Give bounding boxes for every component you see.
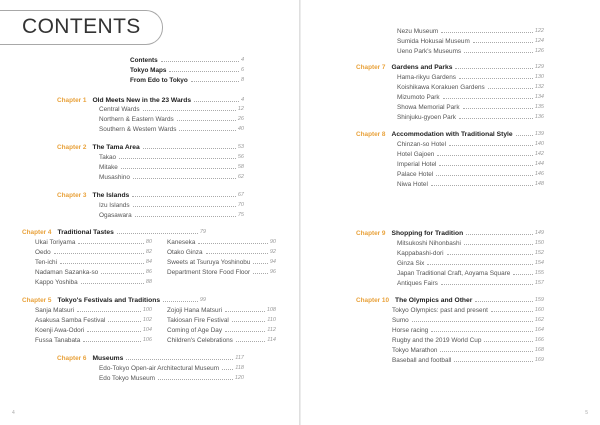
toc-entry[interactable]: Children's Celebrations 114 — [167, 337, 276, 344]
toc-entry[interactable]: Kappabashi-dori 152 — [397, 250, 544, 257]
dot-leader — [121, 168, 236, 169]
dot-leader — [253, 273, 268, 274]
toc-entry[interactable]: Rugby and the 2019 World Cup 166 — [392, 337, 544, 344]
toc-entry[interactable]: Southern & Western Wards 40 — [99, 126, 244, 133]
toc-entry[interactable]: Musashino 62 — [99, 174, 244, 181]
toc-entry[interactable]: Niwa Hotel 148 — [397, 181, 544, 188]
dot-leader — [126, 359, 233, 360]
chapter-heading[interactable]: Chapter 8 Accommodation with Traditional Style 139 — [356, 131, 544, 138]
dot-leader — [253, 263, 268, 264]
toc-entry[interactable]: Nezu Museum 122 — [397, 28, 544, 35]
toc-entry[interactable]: Coming of Age Day 112 — [167, 327, 276, 334]
dot-leader — [143, 110, 236, 111]
chapter-heading[interactable]: Chapter 5 Tokyo's Festivals and Traditions 99 — [22, 297, 206, 304]
dot-leader — [427, 264, 532, 265]
toc-entry[interactable]: Nadaman Sazanka-so 86 — [35, 269, 152, 276]
dot-leader — [191, 81, 239, 82]
dot-leader — [441, 32, 533, 33]
toc-entry[interactable]: Koishikawa Korakuen Gardens 132 — [397, 84, 544, 91]
toc-entry[interactable]: Antiques Fairs 157 — [397, 280, 544, 287]
dot-leader — [491, 311, 533, 312]
page-title: CONTENTS — [22, 15, 141, 38]
dot-leader — [78, 243, 144, 244]
toc-entry[interactable]: Oedo 82 — [35, 249, 152, 256]
right-page — [301, 0, 600, 425]
page-number: 4 — [12, 410, 15, 416]
toc-entry[interactable]: Tokyo Maps 6 — [130, 67, 244, 74]
dot-leader — [449, 145, 533, 146]
dot-leader — [463, 108, 533, 109]
dot-leader — [198, 243, 267, 244]
toc-entry[interactable]: Ogasawara 75 — [99, 212, 244, 219]
dot-leader — [132, 196, 236, 197]
toc-entry[interactable]: Koenji Awa-Odori 104 — [35, 327, 152, 334]
dot-leader — [225, 331, 265, 332]
dot-leader — [443, 98, 533, 99]
toc-entry[interactable]: Mitsukoshi Nihonbashi 150 — [397, 240, 544, 247]
dot-leader — [60, 263, 144, 264]
dot-leader — [179, 130, 235, 131]
dot-leader — [473, 42, 533, 43]
dot-leader — [436, 175, 533, 176]
toc-entry[interactable]: Ten-ichi 84 — [35, 259, 152, 266]
toc-entry[interactable]: Palace Hotel 146 — [397, 171, 544, 178]
toc-entry[interactable]: Kappo Yoshiba 88 — [35, 279, 152, 286]
toc-entry[interactable]: Chinzan-so Hotel 140 — [397, 141, 544, 148]
toc-entry[interactable]: Fussa Tanabata 106 — [35, 337, 152, 344]
toc-entry[interactable]: Edo-Tokyo Open-air Architectural Museum 118 — [99, 365, 244, 372]
toc-entry[interactable]: Izu Islands 70 — [99, 202, 244, 209]
toc-entry[interactable]: Sweets at Tsuruya Yoshinobu 94 — [167, 259, 276, 266]
toc-entry[interactable]: Sumida Hokusai Museum 124 — [397, 38, 544, 45]
toc-entry[interactable]: Takao 56 — [99, 154, 244, 161]
toc-entry[interactable]: Tokyo Olympics: past and present 160 — [392, 307, 544, 314]
toc-entry[interactable]: Kaneseka 90 — [167, 239, 276, 246]
chapter-heading[interactable]: Chapter 1 Old Meets New in the 23 Wards 4 — [57, 97, 244, 104]
dot-leader — [412, 321, 533, 322]
dot-leader — [206, 253, 268, 254]
chapter-heading[interactable]: Chapter 9 Shopping for Tradition 149 — [356, 230, 544, 237]
toc-entry[interactable]: Tokyo Marathon 168 — [392, 347, 544, 354]
dot-leader — [513, 274, 532, 275]
dot-leader — [484, 341, 532, 342]
chapter-heading[interactable]: Chapter 7 Gardens and Parks 129 — [356, 64, 544, 71]
toc-entry[interactable]: Imperial Hotel 144 — [397, 161, 544, 168]
dot-leader — [161, 61, 239, 62]
dot-leader — [454, 361, 532, 362]
toc-entry[interactable]: Shinjuku-gyoen Park 136 — [397, 114, 544, 121]
toc-entry[interactable]: Ukai Toriyama 80 — [35, 239, 152, 246]
dot-leader — [447, 254, 533, 255]
dot-leader — [163, 301, 198, 302]
toc-entry[interactable]: Otako Ginza 92 — [167, 249, 276, 256]
dot-leader — [232, 321, 265, 322]
toc-entry[interactable]: From Edo to Tokyo 8 — [130, 77, 244, 84]
toc-entry[interactable]: Hama-rikyu Gardens 130 — [397, 74, 544, 81]
dot-leader — [133, 206, 236, 207]
toc-entry[interactable]: Showa Memorial Park 135 — [397, 104, 544, 111]
dot-leader — [459, 118, 533, 119]
dot-leader — [194, 101, 239, 102]
dot-leader — [135, 216, 236, 217]
dot-leader — [169, 71, 238, 72]
dot-leader — [158, 379, 233, 380]
dot-leader — [440, 351, 532, 352]
dot-leader — [87, 331, 141, 332]
dot-leader — [441, 284, 533, 285]
toc-entry[interactable]: Central Wards 12 — [99, 106, 244, 113]
dot-leader — [83, 341, 140, 342]
dot-leader — [459, 78, 533, 79]
dot-leader — [143, 148, 236, 149]
toc-entry[interactable]: Northern & Eastern Wards 26 — [99, 116, 244, 123]
dot-leader — [464, 244, 533, 245]
left-page — [0, 0, 299, 425]
dot-leader — [516, 135, 533, 136]
dot-leader — [455, 68, 532, 69]
chapter-heading[interactable]: Chapter 3 The Islands 67 — [57, 192, 244, 199]
toc-entry[interactable]: Sumo 162 — [392, 317, 544, 324]
dot-leader — [101, 273, 144, 274]
page-number: 5 — [585, 410, 588, 416]
dot-leader — [77, 311, 141, 312]
dot-leader — [81, 283, 144, 284]
toc-entry[interactable]: Horse racing 164 — [392, 327, 544, 334]
toc-entry[interactable]: Mitake 58 — [99, 164, 244, 171]
toc-entry[interactable]: Department Store Food Floor 96 — [167, 269, 276, 276]
dot-leader — [177, 120, 236, 121]
toc-entry[interactable]: Hotel Gajoen 142 — [397, 151, 544, 158]
toc-entry[interactable]: Edo Tokyo Museum 120 — [99, 375, 244, 382]
toc-entry[interactable]: Baseball and football 169 — [392, 357, 544, 364]
toc-entry[interactable]: Sanja Matsuri 100 — [35, 307, 152, 314]
dot-leader — [54, 253, 144, 254]
dot-leader — [437, 155, 533, 156]
dot-leader — [133, 178, 236, 179]
dot-leader — [464, 52, 533, 53]
toc-entry[interactable]: Mizumoto Park 134 — [397, 94, 544, 101]
dot-leader — [119, 158, 236, 159]
toc-entry[interactable]: Zojoji Hana Matsuri 108 — [167, 307, 276, 314]
chapter-heading[interactable]: Chapter 4 Traditional Tastes 79 — [22, 229, 206, 236]
toc-entry[interactable]: Takiosan Fire Festival 110 — [167, 317, 276, 324]
toc-entry[interactable]: Contents 4 — [130, 57, 244, 64]
dot-leader — [475, 301, 532, 302]
dot-leader — [236, 341, 265, 342]
dot-leader — [117, 233, 198, 234]
dot-leader — [225, 311, 265, 312]
toc-entry[interactable]: Asakusa Samba Festival 102 — [35, 317, 152, 324]
chapter-heading[interactable]: Chapter 2 The Tama Area 53 — [57, 144, 244, 151]
dot-leader — [431, 331, 533, 332]
dot-leader — [466, 234, 533, 235]
toc-entry[interactable]: Japan Traditional Craft, Aoyama Square 155 — [397, 270, 544, 277]
chapter-heading[interactable]: Chapter 10 The Olympics and Other 159 — [356, 297, 544, 304]
dot-leader — [431, 185, 533, 186]
chapter-heading[interactable]: Chapter 6 Museums 117 — [57, 355, 244, 362]
dot-leader — [108, 321, 140, 322]
dot-leader — [439, 165, 532, 166]
dot-leader — [488, 88, 533, 89]
toc-entry[interactable]: Ueno Park's Museums 126 — [397, 48, 544, 55]
dot-leader — [222, 369, 233, 370]
toc-entry[interactable]: Ginza Six 154 — [397, 260, 544, 267]
